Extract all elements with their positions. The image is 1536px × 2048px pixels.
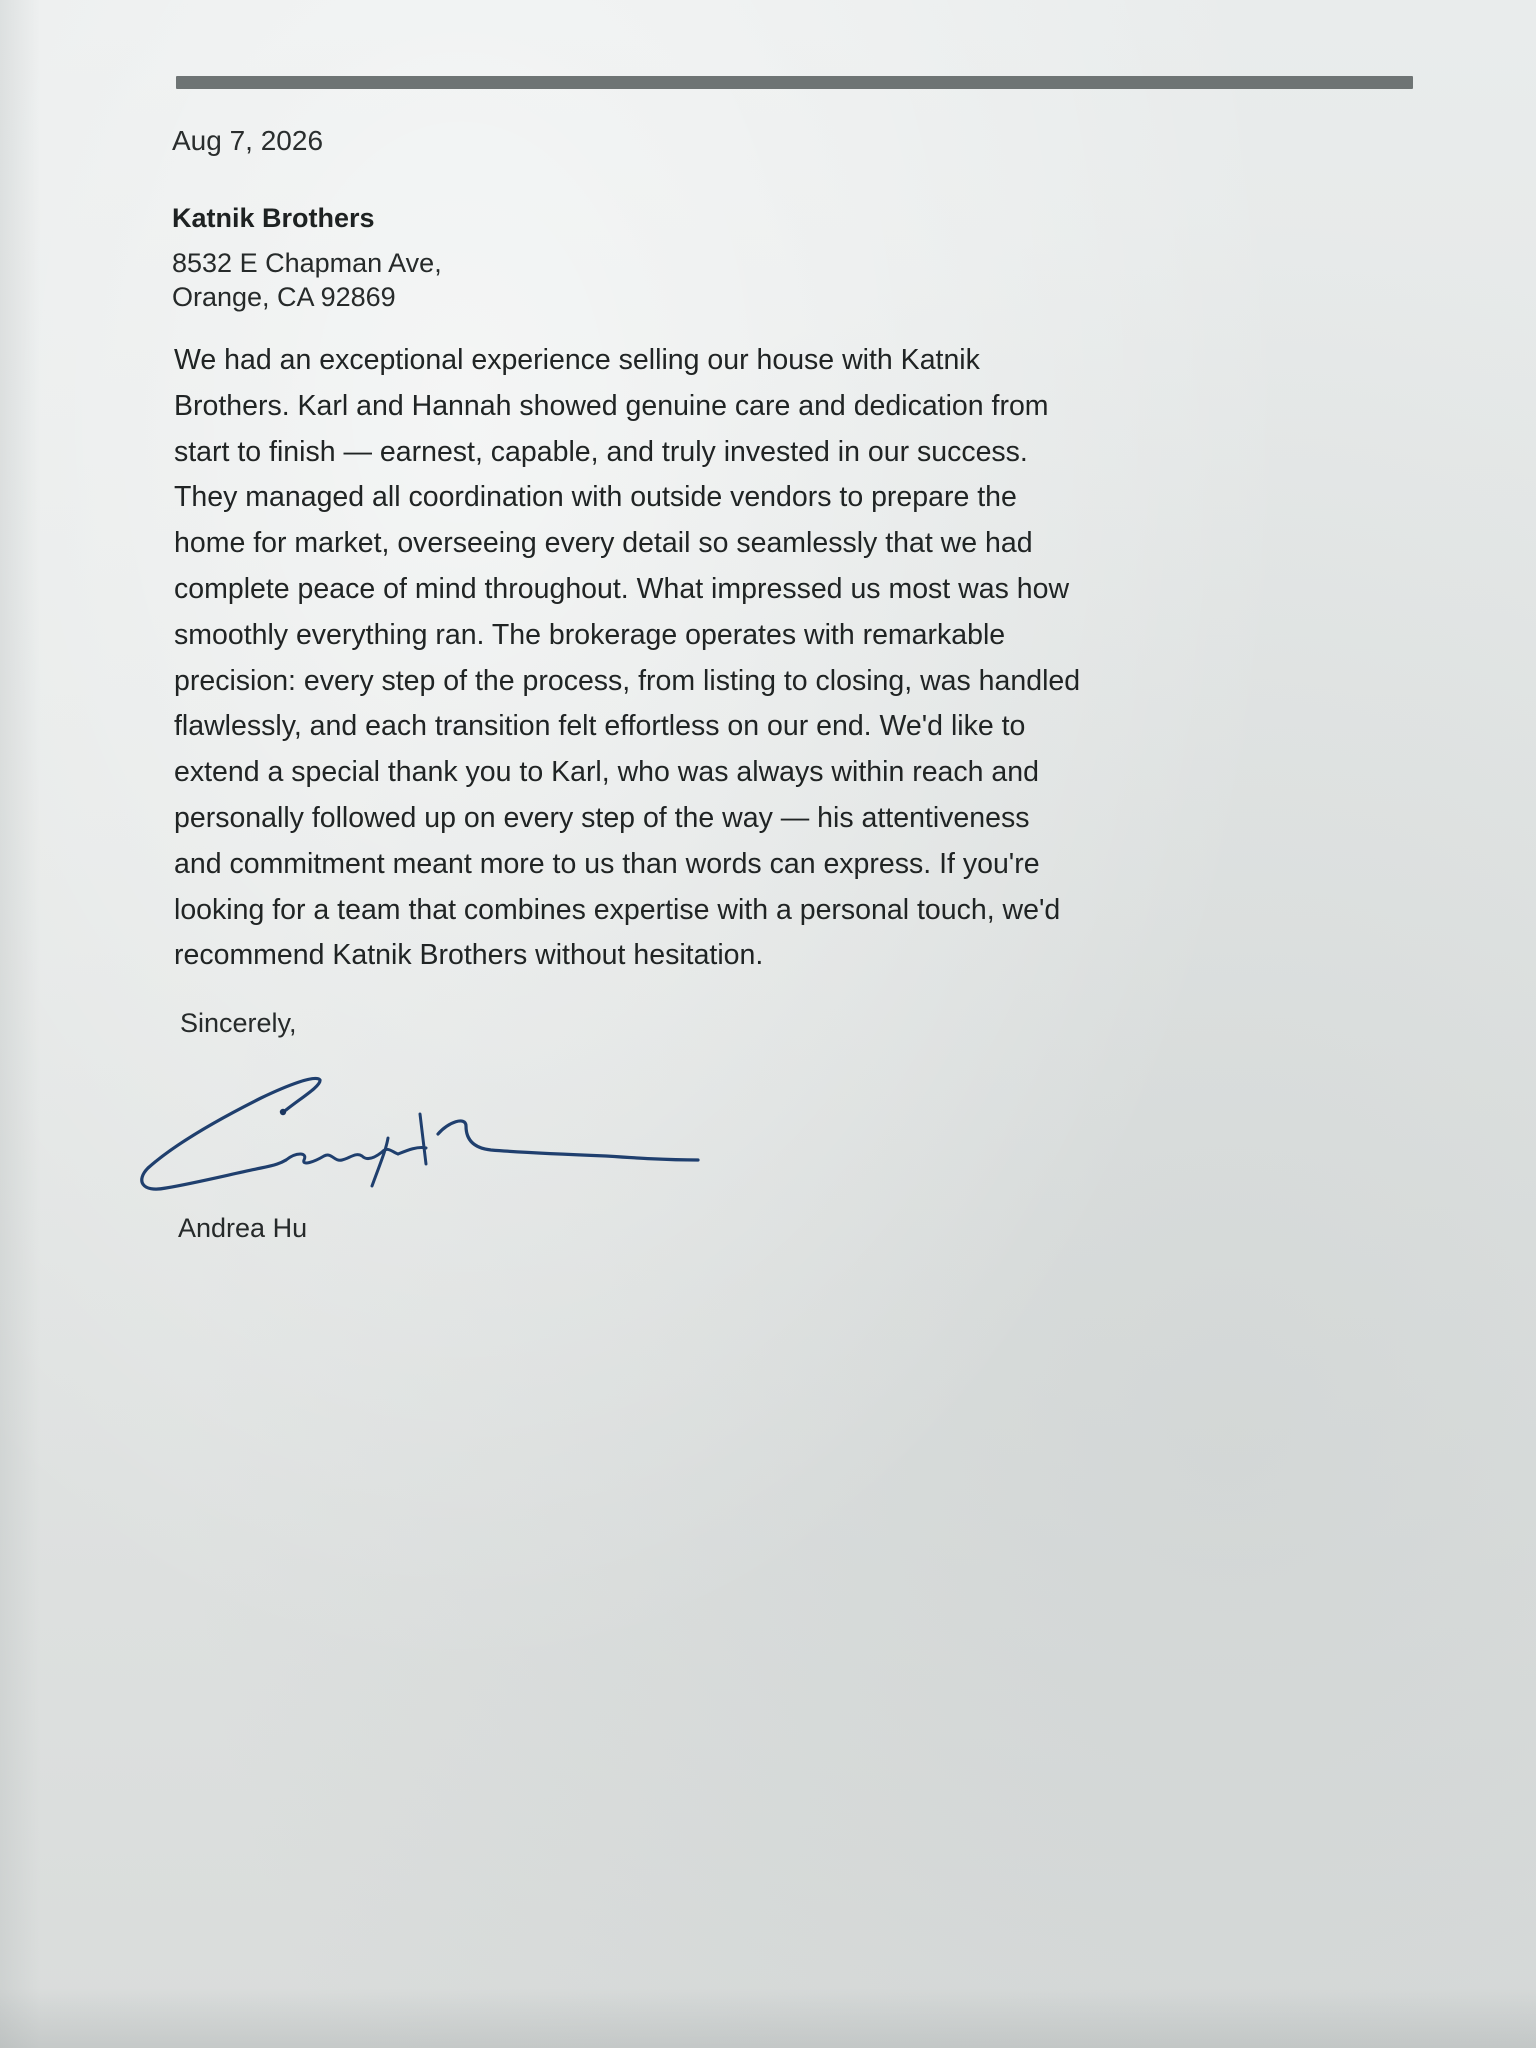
body-line: complete peace of mind throughout. What impressed us most was how [174, 572, 1070, 605]
body-line: looking for a team that combines expertise with a personal touch, we'd [174, 893, 1061, 926]
address-line-1: 8532 E Chapman Ave, [172, 248, 442, 278]
body-line: precision: every step of the process, from listing to closing, was handled [174, 664, 1081, 697]
body-line: smoothly everything ran. The brokerage operates with remarkable [174, 618, 1006, 651]
recipient-address [172, 246, 442, 314]
signer-name: Andrea Hu [178, 1213, 308, 1243]
letter-date: Aug 7, 2026 [172, 125, 324, 156]
letterhead-rule [176, 76, 1413, 89]
handwritten-signature [136, 1068, 716, 1218]
paper-shadow-left [0, 0, 40, 2048]
body-line: Brothers. Karl and Hannah showed genuine care and dedication from [174, 389, 1049, 422]
body-line: recommend Katnik Brothers without hesitation. [174, 939, 764, 972]
body-line: flawlessly, and each transition felt effortless on our end. We'd like to [174, 710, 1026, 743]
body-line: and commitment meant more to us than words can express. If you're [174, 847, 1040, 880]
body-line: personally followed up on every step of the way — his attentiveness [174, 801, 1030, 834]
body-line: extend a special thank you to Karl, who was always within reach and [174, 756, 1039, 789]
closing: Sincerely, [180, 1008, 297, 1038]
body-line: We had an exceptional experience selling our house with Katnik [174, 344, 980, 376]
recipient-name: Katnik Brothers [172, 203, 375, 233]
body-line: home for market, overseeing every detail so seamlessly that we had [174, 527, 1033, 560]
paper-shadow-bottom [0, 1988, 1536, 2048]
body-line: start to finish — earnest, capable, and truly invested in our success. [174, 435, 1028, 468]
letter-body [174, 338, 1194, 979]
address-line-2: Orange, CA 92869 [172, 282, 396, 312]
body-line: They managed all coordination with outside vendors to prepare the [174, 481, 1017, 514]
